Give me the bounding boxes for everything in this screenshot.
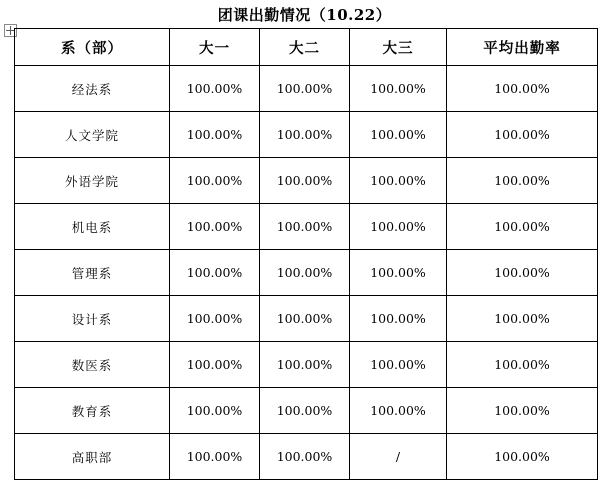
cell-average: 100.00% <box>447 158 598 204</box>
cell-year3: 100.00% <box>350 296 447 342</box>
cell-year2: 100.00% <box>260 204 350 250</box>
cell-year2: 100.00% <box>260 434 350 480</box>
table-header-row <box>15 29 598 66</box>
column-header-year3: 大三 <box>350 29 447 66</box>
cell-average: 100.00% <box>447 434 598 480</box>
cell-year3: 100.00% <box>350 388 447 434</box>
cell-year2: 100.00% <box>260 158 350 204</box>
cell-year3: 100.00% <box>350 250 447 296</box>
cell-year1: 100.00% <box>170 296 260 342</box>
cell-year3: 100.00% <box>350 66 447 112</box>
cell-year1: 100.00% <box>170 66 260 112</box>
cell-department: 经法系 <box>15 66 170 112</box>
cell-year1: 100.00% <box>170 250 260 296</box>
page-gutter <box>0 0 3 472</box>
cell-year2: 100.00% <box>260 388 350 434</box>
cell-year1: 100.00% <box>170 342 260 388</box>
cell-department: 机电系 <box>15 204 170 250</box>
cell-year1: 100.00% <box>170 112 260 158</box>
cell-average: 100.00% <box>447 112 598 158</box>
column-header-average: 平均出勤率 <box>447 29 598 66</box>
cell-year3: 100.00% <box>350 204 447 250</box>
cell-average: 100.00% <box>447 66 598 112</box>
table-row <box>15 250 598 296</box>
table-row <box>15 388 598 434</box>
table-row <box>15 434 598 480</box>
cell-department: 外语学院 <box>15 158 170 204</box>
column-header-department: 系（部） <box>15 29 170 66</box>
cell-year3: / <box>350 434 447 480</box>
cell-year1: 100.00% <box>170 388 260 434</box>
table-row <box>15 296 598 342</box>
cell-department: 管理系 <box>15 250 170 296</box>
page-title: 团课出勤情况（10.22） <box>217 6 392 24</box>
cell-year1: 100.00% <box>170 158 260 204</box>
column-header-year2: 大二 <box>260 29 350 66</box>
cell-year2: 100.00% <box>260 112 350 158</box>
cell-year1: 100.00% <box>170 204 260 250</box>
table-row <box>15 158 598 204</box>
cell-average: 100.00% <box>447 388 598 434</box>
cell-average: 100.00% <box>447 296 598 342</box>
cell-average: 100.00% <box>447 204 598 250</box>
attendance-table-container <box>14 28 597 480</box>
cell-year2: 100.00% <box>260 296 350 342</box>
cell-year3: 100.00% <box>350 158 447 204</box>
column-header-year1: 大一 <box>170 29 260 66</box>
cell-department: 人文学院 <box>15 112 170 158</box>
cell-year3: 100.00% <box>350 342 447 388</box>
cell-department: 教育系 <box>15 388 170 434</box>
cell-department: 数医系 <box>15 342 170 388</box>
cell-year3: 100.00% <box>350 112 447 158</box>
attendance-table <box>14 28 598 480</box>
cell-year2: 100.00% <box>260 250 350 296</box>
table-row <box>15 204 598 250</box>
cell-department: 设计系 <box>15 296 170 342</box>
table-row <box>15 342 598 388</box>
cell-department: 高职部 <box>15 434 170 480</box>
table-row <box>15 66 598 112</box>
cell-year2: 100.00% <box>260 342 350 388</box>
cell-average: 100.00% <box>447 250 598 296</box>
cell-year1: 100.00% <box>170 434 260 480</box>
cell-average: 100.00% <box>447 342 598 388</box>
table-row <box>15 112 598 158</box>
cell-year2: 100.00% <box>260 66 350 112</box>
